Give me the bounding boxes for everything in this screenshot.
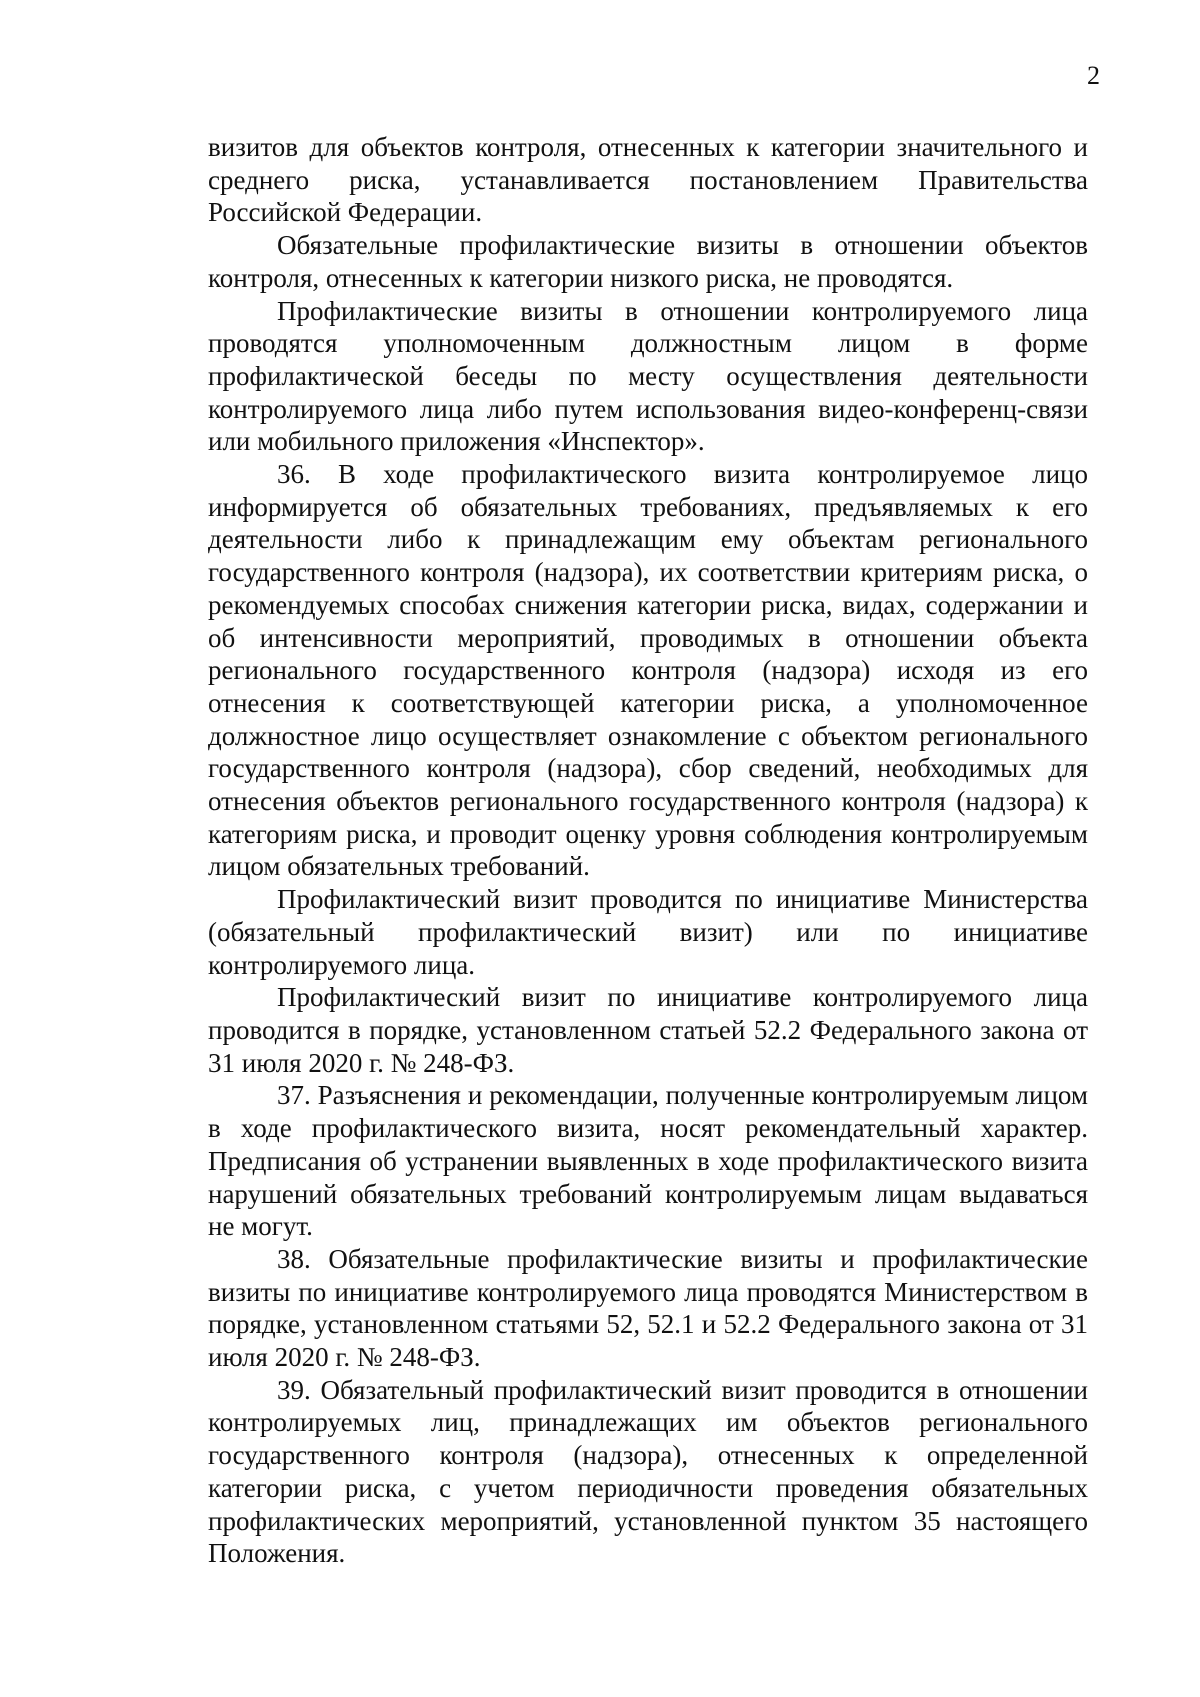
page-number: 2 (1087, 61, 1100, 90)
paragraph-item-38: 38. Обязательные профилактические визиты и профилактические визиты по инициативе контролируемого лица проводятся Министерством в порядке, установленном статьями 52, 52.1 и 52.2 Федерального закона от 31 июля 2020 г. № 248-ФЗ. (208, 1243, 1088, 1373)
paragraph-visit-by-request: Профилактический визит по инициативе контролируемого лица проводится в порядке, установленном статьей 52.2 Федерального закона от 31 июля 2020 г. № 248-ФЗ. (208, 982, 1088, 1078)
paragraph-mandatory-visits-low-risk: Обязательные профилактические визиты в отношении объектов контроля, отнесенных к категории низкого риска, не проводятся. (208, 230, 1088, 293)
paragraph-item-37: 37. Разъяснения и рекомендации, полученные контролируемым лицом в ходе профилактического визита, носят рекомендательный характер. Предписания об устранении выявленных в ходе профилактического визита нарушений обязательных требований контролируемым лицам выдаваться не могут. (208, 1080, 1088, 1242)
paragraph-continuation: визитов для объектов контроля, отнесенных к категории значительного и среднего риска, устанавливается постановлением Правительства Российской Федерации. (208, 132, 1088, 228)
paragraph-item-39: 39. Обязательный профилактический визит проводится в отношении контролируемых лиц, принадлежащих им объектов регионального государственного контроля (надзора), отнесенных к определенной категории риска, с учетом периодичности проведения обязательных профилактических мероприятий, установленной пунктом 35 настоящего Положения. (208, 1374, 1088, 1569)
paragraph-item-36: 36. В ходе профилактического визита контролируемое лицо информируется об обязательных требованиях, предъявляемых к его деятельности либо к принадлежащим ему объектам регионального государственного контроля (надзора), их соответствии критериям риска, о рекомендуемых способах снижения категории риска, видах, содержании и об интенсивности мероприятий, проводимых в отношении объекта регионального государственного контроля (надзора) исходя из его отнесения к соответствующей категории риска, а уполномоченное должностное лицо осуществляет ознакомление с объектом регионального государственного контроля (надзора), сбор сведений, необходимых для отнесения объектов регионального государственного контроля (надзора) к категориям риска, и проводит оценку уровня соблюдения контролируемым лицом обязательных требований. (208, 459, 1088, 882)
paragraph-visit-format: Профилактические визиты в отношении контролируемого лица проводятся уполномоченным должностным лицом в форме профилактической беседы по месту осуществления деятельности контролируемого лица либо путем использования видео-конференц-связи или мобильного приложения «Инспектор». (208, 295, 1088, 457)
paragraph-visit-initiative: Профилактический визит проводится по инициативе Министерства (обязательный профилактический визит) или по инициативе контролируемого лица. (208, 884, 1088, 980)
document-body (208, 131, 1088, 1570)
